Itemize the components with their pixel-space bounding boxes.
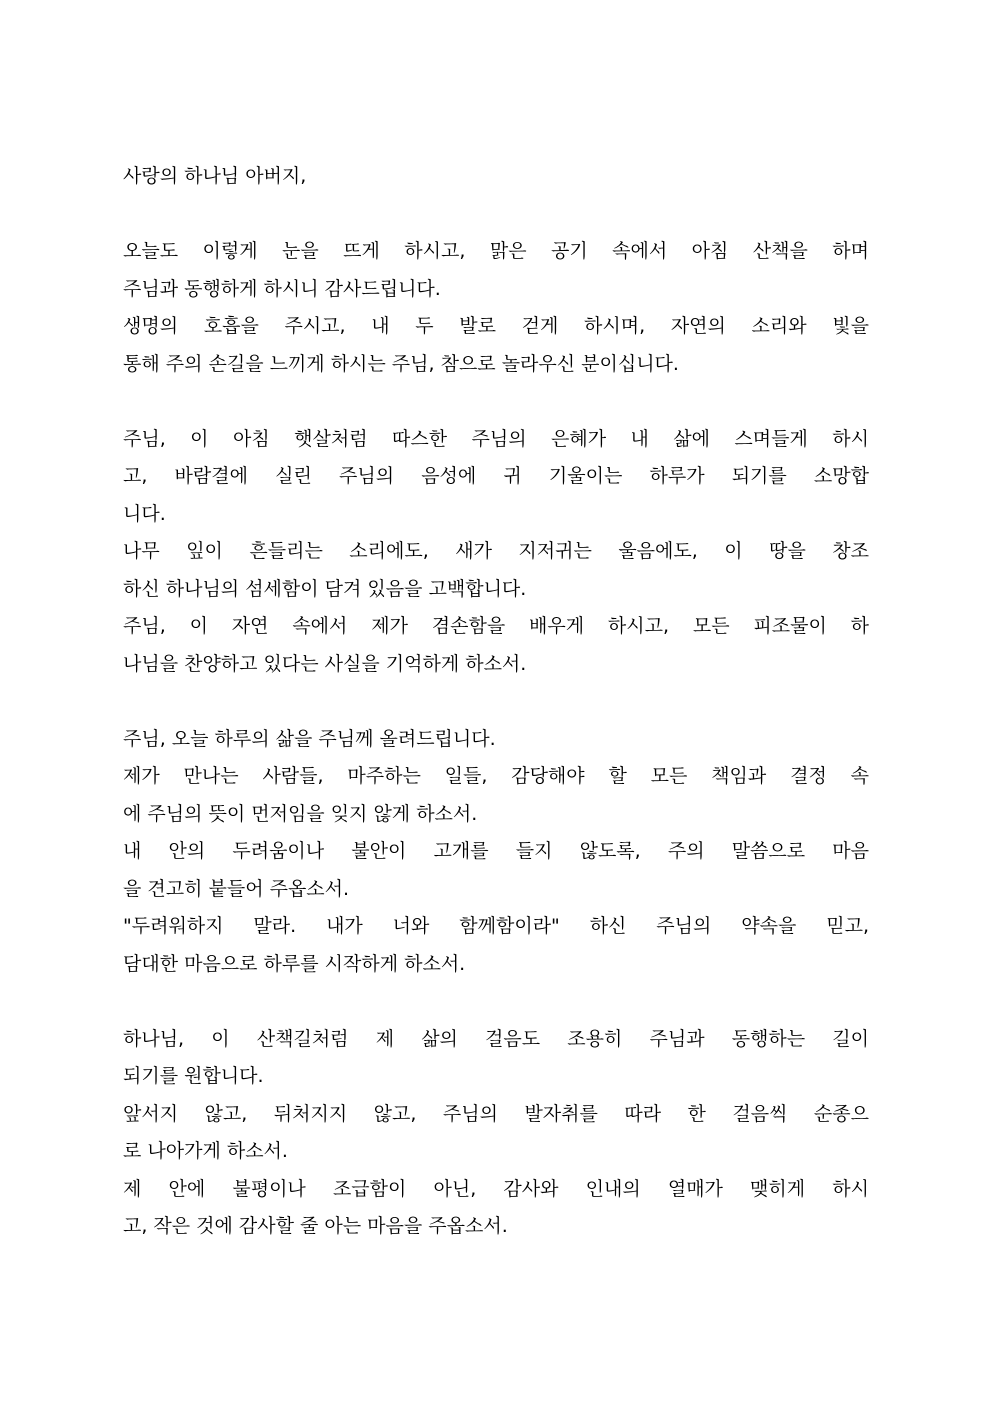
text-line: 에 주님의 뜻이 먼저임을 잊지 않게 하소서. — [123, 802, 478, 825]
text-line: 나님을 찬양하고 있다는 사실을 기억하게 하소서. — [123, 652, 527, 675]
text-line: 담대한 마음으로 하루를 시작하게 하소서. — [123, 952, 466, 975]
text-line: 고, 작은 것에 감사할 줄 아는 마음을 주옵소서. — [123, 1215, 508, 1237]
text-line: 앞서지 않고, 뒤처지지 않고, 주님의 발자취를 따라 한 걸음씩 순종으 — [123, 1102, 869, 1125]
text-line: 니다. — [123, 502, 166, 525]
text-line: 나무 잎이 흔들리는 소리에도, 새가 지저귀는 울음에도, 이 땅을 창조 — [123, 540, 869, 562]
text-line: 생명의 호흡을 주시고, 내 두 발로 걷게 하시며, 자연의 소리와 빛을 — [123, 315, 869, 337]
text-line: 하신 하나님의 섬세함이 담겨 있음을 고백합니다. — [123, 577, 527, 600]
text-line: 로 나아가게 하소서. — [123, 1140, 288, 1162]
blank-line — [123, 196, 869, 234]
blank-line — [123, 683, 869, 721]
text-line: 주님, 이 자연 속에서 제가 겸손함을 배우게 하시고, 모든 피조물이 하 — [123, 615, 869, 637]
text-line: 통해 주의 손길을 느끼게 하시는 주님, 참으로 놀라우신 분이십니다. — [123, 352, 679, 375]
text-line: 사랑의 하나님 아버지, — [123, 165, 307, 187]
text-line: 오늘도 이렇게 눈을 뜨게 하시고, 맑은 공기 속에서 아침 산책을 하며 — [123, 240, 869, 262]
text-line: 되기를 원합니다. — [123, 1065, 264, 1087]
text-line: 주님, 이 아침 햇살처럼 따스한 주님의 은혜가 내 삶에 스며들게 하시 — [123, 427, 869, 450]
text-line: 내 안의 두려움이나 불안이 고개를 들지 않도록, 주의 말씀으로 마음 — [123, 840, 869, 862]
text-line: 주님과 동행하게 하시니 감사드립니다. — [123, 277, 441, 300]
text-line: 하나님, 이 산책길처럼 제 삶의 걸음도 조용히 주님과 동행하는 길이 — [123, 1027, 869, 1050]
text-line: "두려워하지 말라. 내가 너와 함께함이라" 하신 주님의 약속을 믿고, — [123, 915, 869, 937]
blank-line — [123, 383, 869, 421]
blank-line — [123, 983, 869, 1021]
text-line: 주님, 오늘 하루의 삶을 주님께 올려드립니다. — [123, 727, 496, 750]
prayer-text-body — [123, 158, 869, 1246]
text-line: 고, 바람결에 실린 주님의 음성에 귀 기울이는 하루가 되기를 소망합 — [123, 465, 869, 487]
text-line: 제가 만나는 사람들, 마주하는 일들, 감당해야 할 모든 책임과 결정 속 — [123, 765, 869, 787]
text-line: 을 견고히 붙들어 주옵소서. — [123, 877, 350, 900]
text-line: 제 안에 불평이나 조급함이 아닌, 감사와 인내의 열매가 맺히게 하시 — [123, 1177, 869, 1200]
